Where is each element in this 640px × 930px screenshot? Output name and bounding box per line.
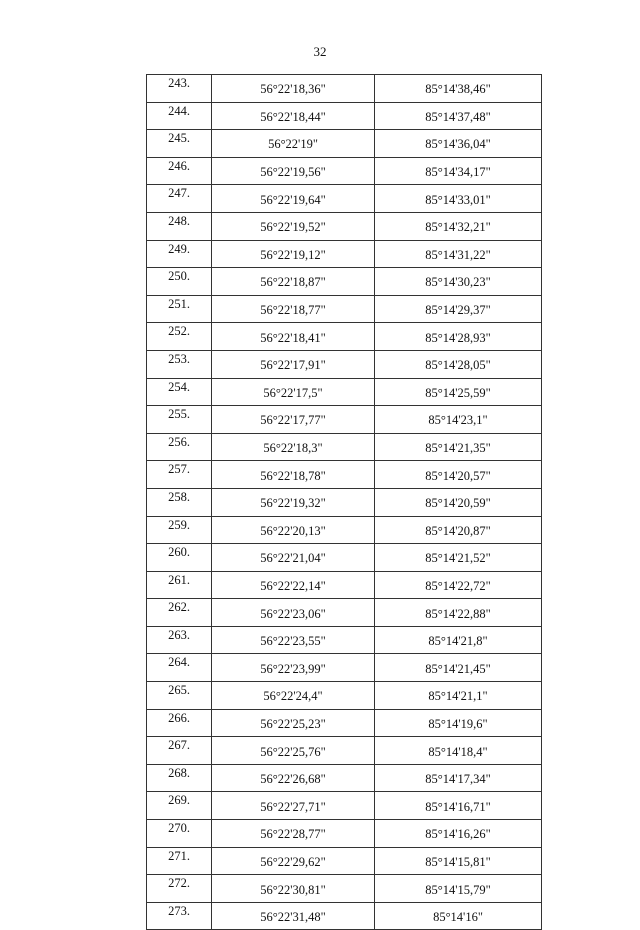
table-row <box>147 433 542 461</box>
latitude-cell: 56°22'18,77" <box>212 295 375 323</box>
longitude-cell: 85°14'15,81" <box>375 847 542 875</box>
table-row <box>147 102 542 130</box>
latitude-cell: 56°22'19,52" <box>212 212 375 240</box>
latitude-cell: 56°22'28,77" <box>212 820 375 848</box>
latitude-cell: 56°22'25,23" <box>212 709 375 737</box>
point-number-cell: 246. <box>147 157 212 185</box>
latitude-cell: 56°22'29,62" <box>212 847 375 875</box>
longitude-cell: 85°14'20,59" <box>375 488 542 516</box>
longitude-cell: 85°14'16,71" <box>375 792 542 820</box>
table-row <box>147 350 542 378</box>
page-number: 32 <box>313 44 327 59</box>
table-row <box>147 737 542 765</box>
longitude-cell: 85°14'37,48" <box>375 102 542 130</box>
longitude-cell: 85°14'21,52" <box>375 544 542 572</box>
table-row <box>147 295 542 323</box>
table-row <box>147 323 542 351</box>
latitude-cell: 56°22'30,81" <box>212 875 375 903</box>
point-number-cell: 272. <box>147 875 212 903</box>
longitude-cell: 85°14'22,88" <box>375 599 542 627</box>
longitude-cell: 85°14'36,04" <box>375 130 542 158</box>
table-row <box>147 516 542 544</box>
table-row <box>147 130 542 158</box>
point-number-cell: 256. <box>147 433 212 461</box>
coordinates-table-body <box>147 75 542 930</box>
longitude-cell: 85°14'29,37" <box>375 295 542 323</box>
point-number-cell: 252. <box>147 323 212 351</box>
coordinates-table <box>146 74 542 930</box>
longitude-cell: 85°14'21,45" <box>375 654 542 682</box>
point-number-cell: 270. <box>147 820 212 848</box>
latitude-cell: 56°22'21,04" <box>212 544 375 572</box>
table-row <box>147 212 542 240</box>
longitude-cell: 85°14'20,87" <box>375 516 542 544</box>
table-row <box>147 654 542 682</box>
longitude-cell: 85°14'21,8" <box>375 626 542 654</box>
point-number-cell: 264. <box>147 654 212 682</box>
point-number-cell: 262. <box>147 599 212 627</box>
table-row <box>147 626 542 654</box>
point-number-cell: 255. <box>147 406 212 434</box>
longitude-cell: 85°14'30,23" <box>375 268 542 296</box>
point-number-cell: 267. <box>147 737 212 765</box>
table-row <box>147 406 542 434</box>
table-row <box>147 185 542 213</box>
table-row <box>147 820 542 848</box>
table-row <box>147 461 542 489</box>
longitude-cell: 85°14'21,35" <box>375 433 542 461</box>
latitude-cell: 56°22'18,87" <box>212 268 375 296</box>
table-row <box>147 764 542 792</box>
point-number-cell: 247. <box>147 185 212 213</box>
point-number-cell: 265. <box>147 682 212 710</box>
longitude-cell: 85°14'16,26" <box>375 820 542 848</box>
point-number-cell: 251. <box>147 295 212 323</box>
latitude-cell: 56°22'20,13" <box>212 516 375 544</box>
table-row <box>147 599 542 627</box>
table-row <box>147 875 542 903</box>
latitude-cell: 56°22'19,12" <box>212 240 375 268</box>
latitude-cell: 56°22'26,68" <box>212 764 375 792</box>
longitude-cell: 85°14'20,57" <box>375 461 542 489</box>
latitude-cell: 56°22'24,4" <box>212 682 375 710</box>
point-number-cell: 266. <box>147 709 212 737</box>
latitude-cell: 56°22'18,41" <box>212 323 375 351</box>
point-number-cell: 253. <box>147 350 212 378</box>
point-number-cell: 249. <box>147 240 212 268</box>
latitude-cell: 56°22'18,78" <box>212 461 375 489</box>
table-row <box>147 268 542 296</box>
point-number-cell: 257. <box>147 461 212 489</box>
latitude-cell: 56°22'23,06" <box>212 599 375 627</box>
table-row <box>147 847 542 875</box>
latitude-cell: 56°22'31,48" <box>212 902 375 930</box>
latitude-cell: 56°22'17,91" <box>212 350 375 378</box>
longitude-cell: 85°14'38,46" <box>375 75 542 103</box>
latitude-cell: 56°22'18,36" <box>212 75 375 103</box>
point-number-cell: 273. <box>147 902 212 930</box>
longitude-cell: 85°14'25,59" <box>375 378 542 406</box>
table-row <box>147 792 542 820</box>
point-number-cell: 271. <box>147 847 212 875</box>
latitude-cell: 56°22'19,64" <box>212 185 375 213</box>
table-row <box>147 378 542 406</box>
longitude-cell: 85°14'23,1" <box>375 406 542 434</box>
longitude-cell: 85°14'32,21" <box>375 212 542 240</box>
table-row <box>147 709 542 737</box>
latitude-cell: 56°22'17,5" <box>212 378 375 406</box>
point-number-cell: 250. <box>147 268 212 296</box>
longitude-cell: 85°14'34,17" <box>375 157 542 185</box>
point-number-cell: 254. <box>147 378 212 406</box>
latitude-cell: 56°22'25,76" <box>212 737 375 765</box>
latitude-cell: 56°22'19" <box>212 130 375 158</box>
longitude-cell: 85°14'18,4" <box>375 737 542 765</box>
point-number-cell: 269. <box>147 792 212 820</box>
latitude-cell: 56°22'27,71" <box>212 792 375 820</box>
latitude-cell: 56°22'17,77" <box>212 406 375 434</box>
point-number-cell: 258. <box>147 488 212 516</box>
table-row <box>147 240 542 268</box>
point-number-cell: 243. <box>147 75 212 103</box>
table-row <box>147 75 542 103</box>
latitude-cell: 56°22'18,3" <box>212 433 375 461</box>
longitude-cell: 85°14'16" <box>375 902 542 930</box>
latitude-cell: 56°22'22,14" <box>212 571 375 599</box>
table-row <box>147 488 542 516</box>
longitude-cell: 85°14'17,34" <box>375 764 542 792</box>
longitude-cell: 85°14'31,22" <box>375 240 542 268</box>
point-number-cell: 259. <box>147 516 212 544</box>
longitude-cell: 85°14'33,01" <box>375 185 542 213</box>
table-row <box>147 902 542 930</box>
longitude-cell: 85°14'22,72" <box>375 571 542 599</box>
table-row <box>147 682 542 710</box>
latitude-cell: 56°22'23,55" <box>212 626 375 654</box>
latitude-cell: 56°22'23,99" <box>212 654 375 682</box>
point-number-cell: 261. <box>147 571 212 599</box>
point-number-cell: 260. <box>147 544 212 572</box>
table-row <box>147 571 542 599</box>
point-number-cell: 268. <box>147 764 212 792</box>
longitude-cell: 85°14'28,05" <box>375 350 542 378</box>
latitude-cell: 56°22'19,56" <box>212 157 375 185</box>
point-number-cell: 263. <box>147 626 212 654</box>
latitude-cell: 56°22'19,32" <box>212 488 375 516</box>
longitude-cell: 85°14'21,1" <box>375 682 542 710</box>
table-row <box>147 544 542 572</box>
table-row <box>147 157 542 185</box>
point-number-cell: 248. <box>147 212 212 240</box>
point-number-cell: 245. <box>147 130 212 158</box>
longitude-cell: 85°14'19,6" <box>375 709 542 737</box>
latitude-cell: 56°22'18,44" <box>212 102 375 130</box>
longitude-cell: 85°14'28,93" <box>375 323 542 351</box>
point-number-cell: 244. <box>147 102 212 130</box>
longitude-cell: 85°14'15,79" <box>375 875 542 903</box>
